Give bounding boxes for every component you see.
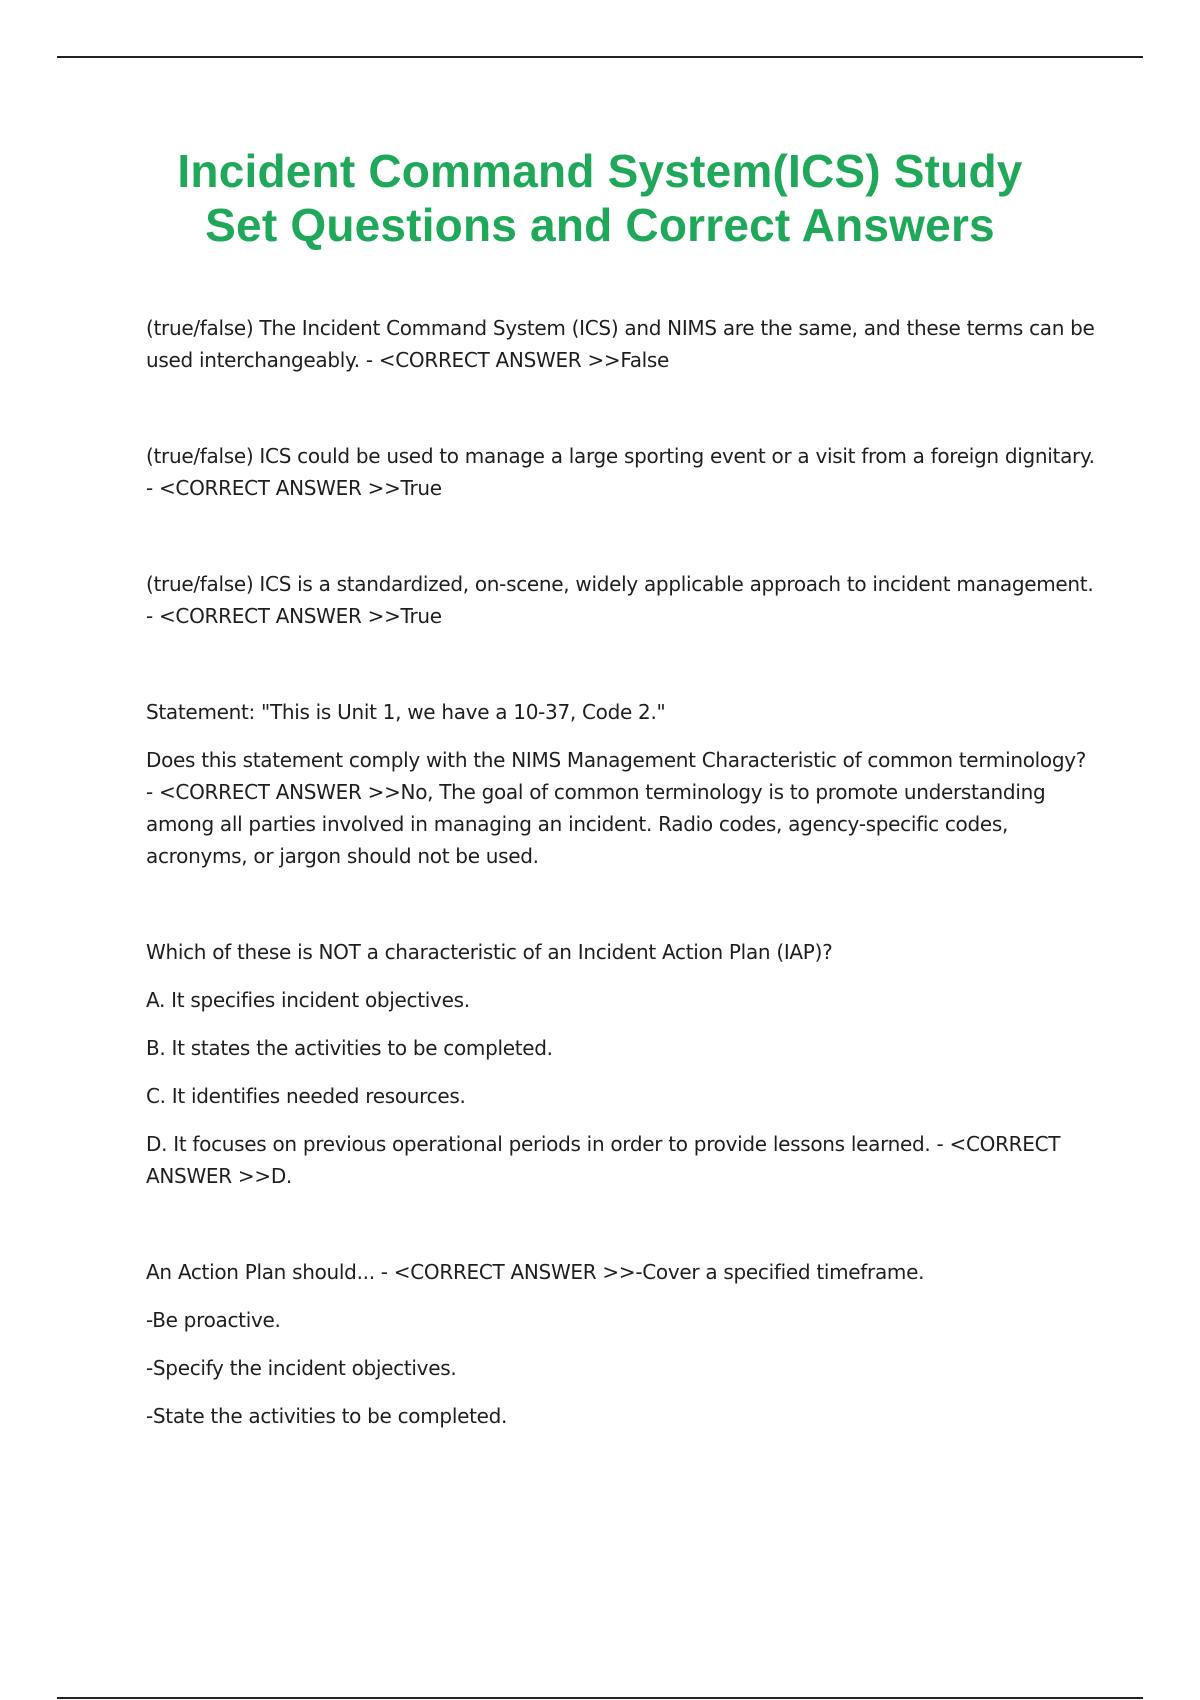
answer-6-line-2: -Be proactive.: [146, 1308, 281, 1332]
option-c: C. It identifies needed resources.: [146, 1084, 466, 1108]
question-2: (true/false) ICS could be used to manage a large sporting event or a visit from a foreign dignitary. - <CORRECT ANSWER >>True: [146, 444, 1095, 500]
option-d-answer: D. It focuses on previous operational periods in order to provide lessons learned. - <CORRECT ANSWER >>D.: [146, 1132, 1061, 1188]
option-b: B. It states the activities to be completed.: [146, 1036, 553, 1060]
question-1: (true/false) The Incident Command System (ICS) and NIMS are the same, and these terms can be used interchangeably. - <CORRECT ANSWER >>False: [146, 316, 1095, 372]
top-divider: [57, 56, 1143, 58]
qa-item-3: [146, 568, 1096, 632]
title-line-1: Incident Command System(ICS) Study: [177, 145, 1023, 197]
qa-item-1: [146, 312, 1096, 376]
qa-list: [146, 312, 1096, 1432]
qa-item-2: [146, 440, 1096, 504]
bottom-divider: [57, 1697, 1143, 1699]
option-a: A. It specifies incident objectives.: [146, 988, 470, 1012]
answer-6-line-3: -Specify the incident objectives.: [146, 1356, 457, 1380]
answer-6-line-4: -State the activities to be completed.: [146, 1404, 508, 1428]
qa-item-6: [146, 1256, 1096, 1432]
question-5: Which of these is NOT a characteristic of an Incident Action Plan (IAP)?: [146, 940, 833, 964]
qa-item-4: [146, 696, 1096, 872]
question-6: An Action Plan should... - <CORRECT ANSWER >>-Cover a specified timeframe.: [146, 1260, 925, 1284]
question-3: (true/false) ICS is a standardized, on-scene, widely applicable approach to incident management. - <CORRECT ANSWER >>True: [146, 572, 1094, 628]
page-title: [100, 144, 1100, 252]
question-4-answer: Does this statement comply with the NIMS Management Characteristic of common terminology? - <CORRECT ANSWER >>No, The goal of common terminology is to promote understanding among all parties involved in managing an incident. Radio codes, agency-specific codes, acronyms, or jargon should not be used.: [146, 748, 1087, 868]
qa-item-5: [146, 936, 1096, 1192]
question-4-statement: Statement: "This is Unit 1, we have a 10-37, Code 2.": [146, 700, 666, 724]
title-line-2: Set Questions and Correct Answers: [205, 199, 995, 251]
